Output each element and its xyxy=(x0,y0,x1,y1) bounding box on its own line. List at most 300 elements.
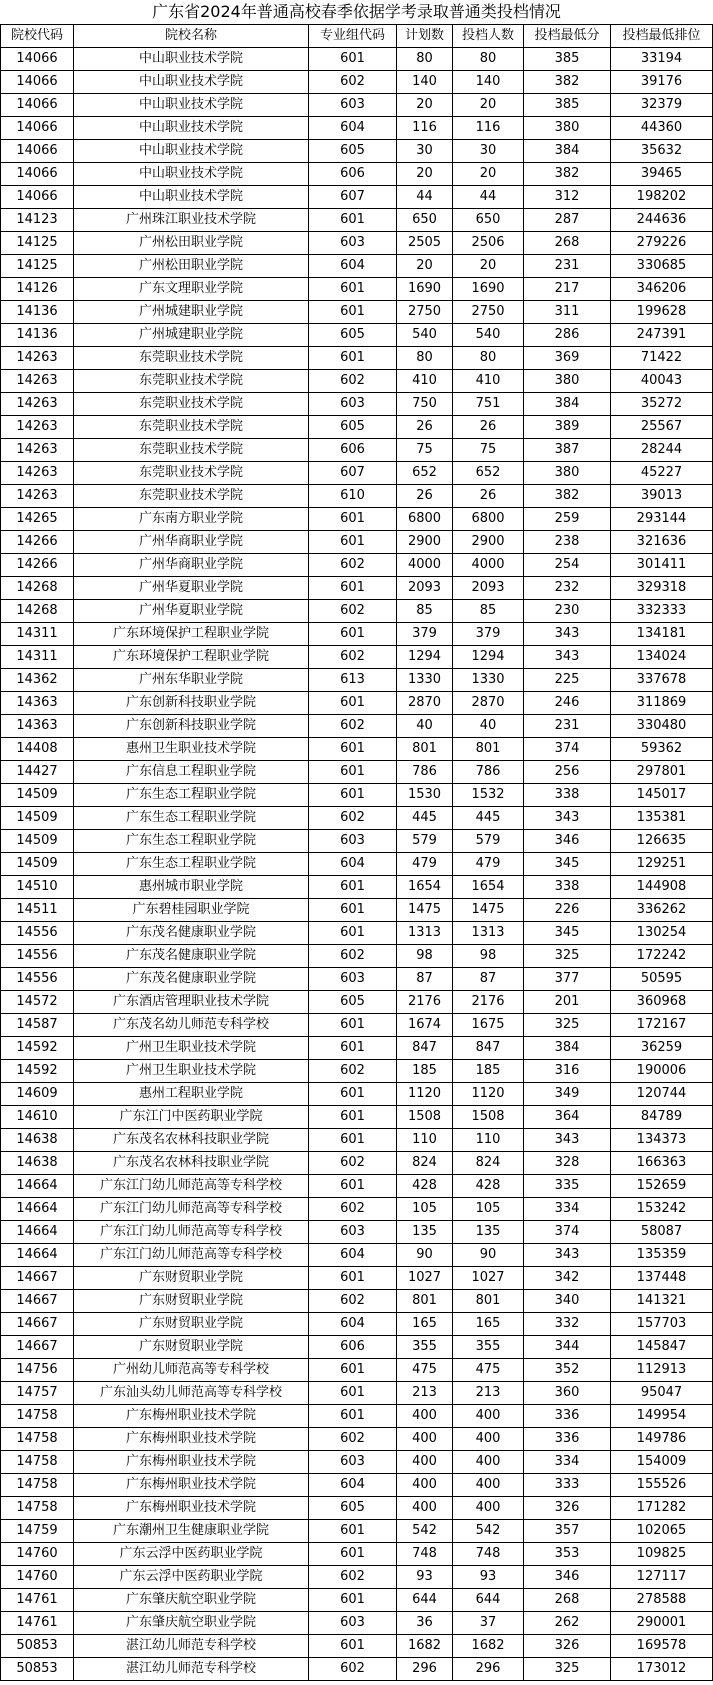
cell-group-code: 602 xyxy=(309,807,397,830)
cell-min-rank: 337678 xyxy=(611,669,713,692)
cell-plan-count: 801 xyxy=(397,738,453,761)
cell-school-code: 14609 xyxy=(1,1083,74,1106)
cell-admitted-count: 1120 xyxy=(453,1083,524,1106)
cell-plan-count: 116 xyxy=(397,117,453,140)
cell-plan-count: 400 xyxy=(397,1497,453,1520)
cell-min-score: 360 xyxy=(524,1382,611,1405)
cell-min-rank: 50595 xyxy=(611,968,713,991)
table-row xyxy=(1,278,713,301)
cell-admitted-count: 2870 xyxy=(453,692,524,715)
cell-plan-count: 786 xyxy=(397,761,453,784)
cell-group-code: 610 xyxy=(309,485,397,508)
table-row xyxy=(1,692,713,715)
cell-admitted-count: 1675 xyxy=(453,1014,524,1037)
cell-school-code: 14758 xyxy=(1,1428,74,1451)
cell-group-code: 601 xyxy=(309,48,397,71)
cell-plan-count: 542 xyxy=(397,1520,453,1543)
cell-school-name: 东莞职业技术学院 xyxy=(74,347,309,370)
table-row xyxy=(1,393,713,416)
cell-group-code: 602 xyxy=(309,715,397,738)
table-row xyxy=(1,462,713,485)
cell-group-code: 605 xyxy=(309,991,397,1014)
table-row xyxy=(1,623,713,646)
cell-school-code: 14556 xyxy=(1,968,74,991)
cell-min-rank: 330480 xyxy=(611,715,713,738)
cell-min-score: 334 xyxy=(524,1198,611,1221)
cell-plan-count: 748 xyxy=(397,1543,453,1566)
cell-min-score: 201 xyxy=(524,991,611,1014)
cell-min-score: 225 xyxy=(524,669,611,692)
cell-school-name: 广东肇庆航空职业学院 xyxy=(74,1589,309,1612)
cell-group-code: 601 xyxy=(309,876,397,899)
cell-plan-count: 2176 xyxy=(397,991,453,1014)
cell-group-code: 602 xyxy=(309,1060,397,1083)
cell-plan-count: 400 xyxy=(397,1405,453,1428)
table-row xyxy=(1,1543,713,1566)
cell-group-code: 607 xyxy=(309,462,397,485)
cell-school-name: 广东财贸职业学院 xyxy=(74,1290,309,1313)
cell-school-code: 14758 xyxy=(1,1497,74,1520)
cell-school-code: 14265 xyxy=(1,508,74,531)
cell-plan-count: 2750 xyxy=(397,301,453,324)
cell-min-score: 259 xyxy=(524,508,611,531)
cell-min-rank: 58087 xyxy=(611,1221,713,1244)
header-school-name: 院校名称 xyxy=(74,25,309,48)
cell-school-code: 14757 xyxy=(1,1382,74,1405)
cell-group-code: 601 xyxy=(309,301,397,324)
cell-school-name: 广州城建职业学院 xyxy=(74,324,309,347)
cell-min-score: 231 xyxy=(524,715,611,738)
cell-plan-count: 26 xyxy=(397,485,453,508)
cell-admitted-count: 2093 xyxy=(453,577,524,600)
cell-min-score: 338 xyxy=(524,876,611,899)
table-row xyxy=(1,1083,713,1106)
cell-group-code: 605 xyxy=(309,1497,397,1520)
cell-min-score: 311 xyxy=(524,301,611,324)
table-row xyxy=(1,186,713,209)
cell-plan-count: 110 xyxy=(397,1129,453,1152)
cell-admitted-count: 400 xyxy=(453,1405,524,1428)
cell-min-score: 343 xyxy=(524,1244,611,1267)
cell-min-rank: 120744 xyxy=(611,1083,713,1106)
cell-min-rank: 329318 xyxy=(611,577,713,600)
cell-school-code: 14758 xyxy=(1,1451,74,1474)
cell-school-code: 14263 xyxy=(1,485,74,508)
cell-school-name: 广东江门幼儿师范高等专科学校 xyxy=(74,1175,309,1198)
cell-admitted-count: 847 xyxy=(453,1037,524,1060)
cell-min-rank: 36259 xyxy=(611,1037,713,1060)
cell-min-rank: 152659 xyxy=(611,1175,713,1198)
cell-school-name: 广东信息工程职业学院 xyxy=(74,761,309,784)
cell-min-rank: 311869 xyxy=(611,692,713,715)
cell-min-rank: 244636 xyxy=(611,209,713,232)
cell-school-code: 14427 xyxy=(1,761,74,784)
cell-min-rank: 84789 xyxy=(611,1106,713,1129)
cell-school-name: 广东肇庆航空职业学院 xyxy=(74,1612,309,1635)
cell-school-name: 广州城建职业学院 xyxy=(74,301,309,324)
table-row xyxy=(1,1198,713,1221)
cell-group-code: 602 xyxy=(309,1566,397,1589)
cell-admitted-count: 428 xyxy=(453,1175,524,1198)
table-row xyxy=(1,1589,713,1612)
cell-admitted-count: 400 xyxy=(453,1497,524,1520)
cell-min-score: 325 xyxy=(524,1658,611,1681)
cell-admitted-count: 2506 xyxy=(453,232,524,255)
cell-plan-count: 44 xyxy=(397,186,453,209)
cell-school-code: 14572 xyxy=(1,991,74,1014)
table-row xyxy=(1,232,713,255)
cell-school-code: 14556 xyxy=(1,922,74,945)
cell-school-code: 14066 xyxy=(1,163,74,186)
cell-admitted-count: 1330 xyxy=(453,669,524,692)
table-row xyxy=(1,669,713,692)
cell-group-code: 601 xyxy=(309,623,397,646)
cell-school-name: 中山职业技术学院 xyxy=(74,48,309,71)
cell-school-code: 14592 xyxy=(1,1060,74,1083)
cell-admitted-count: 37 xyxy=(453,1612,524,1635)
cell-group-code: 601 xyxy=(309,209,397,232)
cell-group-code: 601 xyxy=(309,1129,397,1152)
cell-school-code: 14125 xyxy=(1,255,74,278)
cell-min-score: 332 xyxy=(524,1313,611,1336)
cell-admitted-count: 85 xyxy=(453,600,524,623)
cell-admitted-count: 748 xyxy=(453,1543,524,1566)
cell-min-score: 340 xyxy=(524,1290,611,1313)
cell-min-score: 345 xyxy=(524,853,611,876)
cell-plan-count: 30 xyxy=(397,140,453,163)
cell-school-code: 14664 xyxy=(1,1221,74,1244)
cell-school-code: 14760 xyxy=(1,1566,74,1589)
table-row xyxy=(1,1106,713,1129)
cell-school-name: 广州华商职业学院 xyxy=(74,554,309,577)
cell-min-rank: 134024 xyxy=(611,646,713,669)
cell-admitted-count: 20 xyxy=(453,94,524,117)
cell-school-code: 14758 xyxy=(1,1405,74,1428)
cell-min-score: 384 xyxy=(524,140,611,163)
cell-min-rank: 45227 xyxy=(611,462,713,485)
cell-min-rank: 32379 xyxy=(611,94,713,117)
cell-min-rank: 154009 xyxy=(611,1451,713,1474)
cell-school-code: 14761 xyxy=(1,1589,74,1612)
cell-min-score: 334 xyxy=(524,1451,611,1474)
cell-min-score: 353 xyxy=(524,1543,611,1566)
cell-min-rank: 39013 xyxy=(611,485,713,508)
cell-plan-count: 428 xyxy=(397,1175,453,1198)
page-title: 广东省2024年普通高校春季依据学考录取普通类投档情况 xyxy=(152,2,561,21)
cell-group-code: 603 xyxy=(309,1221,397,1244)
cell-group-code: 603 xyxy=(309,94,397,117)
cell-group-code: 601 xyxy=(309,899,397,922)
cell-admitted-count: 475 xyxy=(453,1359,524,1382)
cell-plan-count: 140 xyxy=(397,71,453,94)
cell-school-name: 中山职业技术学院 xyxy=(74,186,309,209)
cell-min-rank: 130254 xyxy=(611,922,713,945)
cell-min-score: 286 xyxy=(524,324,611,347)
cell-min-score: 346 xyxy=(524,830,611,853)
cell-admitted-count: 90 xyxy=(453,1244,524,1267)
cell-admitted-count: 140 xyxy=(453,71,524,94)
cell-school-code: 14509 xyxy=(1,784,74,807)
cell-admitted-count: 1532 xyxy=(453,784,524,807)
cell-admitted-count: 355 xyxy=(453,1336,524,1359)
cell-plan-count: 644 xyxy=(397,1589,453,1612)
cell-plan-count: 410 xyxy=(397,370,453,393)
cell-min-score: 238 xyxy=(524,531,611,554)
cell-school-name: 广州华商职业学院 xyxy=(74,531,309,554)
cell-school-name: 广州松田职业学院 xyxy=(74,255,309,278)
cell-school-name: 广东财贸职业学院 xyxy=(74,1267,309,1290)
cell-min-score: 262 xyxy=(524,1612,611,1635)
cell-group-code: 606 xyxy=(309,163,397,186)
cell-plan-count: 1120 xyxy=(397,1083,453,1106)
cell-min-rank: 336262 xyxy=(611,899,713,922)
cell-min-score: 369 xyxy=(524,347,611,370)
cell-plan-count: 80 xyxy=(397,48,453,71)
cell-group-code: 604 xyxy=(309,1474,397,1497)
table-row xyxy=(1,416,713,439)
cell-admitted-count: 296 xyxy=(453,1658,524,1681)
cell-min-rank: 247391 xyxy=(611,324,713,347)
cell-min-rank: 166363 xyxy=(611,1152,713,1175)
cell-admitted-count: 40 xyxy=(453,715,524,738)
cell-plan-count: 1330 xyxy=(397,669,453,692)
cell-admitted-count: 1027 xyxy=(453,1267,524,1290)
cell-school-code: 14066 xyxy=(1,186,74,209)
table-row xyxy=(1,1658,713,1681)
cell-plan-count: 1682 xyxy=(397,1635,453,1658)
cell-school-code: 14667 xyxy=(1,1290,74,1313)
cell-school-name: 广东创新科技职业学院 xyxy=(74,715,309,738)
cell-plan-count: 1475 xyxy=(397,899,453,922)
cell-min-score: 352 xyxy=(524,1359,611,1382)
cell-school-name: 东莞职业技术学院 xyxy=(74,439,309,462)
cell-group-code: 602 xyxy=(309,554,397,577)
cell-group-code: 601 xyxy=(309,1520,397,1543)
cell-plan-count: 400 xyxy=(397,1474,453,1497)
table-row xyxy=(1,1313,713,1336)
cell-group-code: 613 xyxy=(309,669,397,692)
cell-plan-count: 90 xyxy=(397,1244,453,1267)
cell-admitted-count: 1313 xyxy=(453,922,524,945)
cell-school-name: 广东茂名幼儿师范专科学校 xyxy=(74,1014,309,1037)
cell-min-rank: 141321 xyxy=(611,1290,713,1313)
cell-min-rank: 59362 xyxy=(611,738,713,761)
table-row xyxy=(1,1451,713,1474)
cell-group-code: 602 xyxy=(309,1198,397,1221)
table-row xyxy=(1,1129,713,1152)
table-body xyxy=(1,48,713,1681)
cell-school-name: 广东茂名健康职业学院 xyxy=(74,922,309,945)
cell-school-name: 广东生态工程职业学院 xyxy=(74,830,309,853)
cell-school-name: 广东茂名健康职业学院 xyxy=(74,968,309,991)
cell-group-code: 601 xyxy=(309,1405,397,1428)
cell-min-score: 385 xyxy=(524,48,611,71)
table-row xyxy=(1,761,713,784)
table-row xyxy=(1,784,713,807)
cell-admitted-count: 26 xyxy=(453,416,524,439)
table-row xyxy=(1,1359,713,1382)
cell-group-code: 601 xyxy=(309,692,397,715)
cell-school-code: 14263 xyxy=(1,370,74,393)
table-row xyxy=(1,48,713,71)
cell-school-name: 中山职业技术学院 xyxy=(74,71,309,94)
cell-min-rank: 35632 xyxy=(611,140,713,163)
cell-plan-count: 87 xyxy=(397,968,453,991)
cell-min-score: 380 xyxy=(524,462,611,485)
header-row xyxy=(1,25,713,48)
cell-min-rank: 330685 xyxy=(611,255,713,278)
cell-school-name: 广东创新科技职业学院 xyxy=(74,692,309,715)
cell-min-score: 338 xyxy=(524,784,611,807)
cell-admitted-count: 44 xyxy=(453,186,524,209)
cell-plan-count: 400 xyxy=(397,1451,453,1474)
cell-school-name: 广东潮州卫生健康职业学院 xyxy=(74,1520,309,1543)
cell-plan-count: 540 xyxy=(397,324,453,347)
cell-group-code: 601 xyxy=(309,1359,397,1382)
cell-min-rank: 126635 xyxy=(611,830,713,853)
cell-min-rank: 134181 xyxy=(611,623,713,646)
cell-min-score: 382 xyxy=(524,485,611,508)
cell-plan-count: 135 xyxy=(397,1221,453,1244)
cell-plan-count: 1027 xyxy=(397,1267,453,1290)
cell-plan-count: 2505 xyxy=(397,232,453,255)
cell-school-name: 广东财贸职业学院 xyxy=(74,1336,309,1359)
cell-group-code: 601 xyxy=(309,1382,397,1405)
cell-group-code: 602 xyxy=(309,1152,397,1175)
cell-admitted-count: 801 xyxy=(453,738,524,761)
cell-min-score: 226 xyxy=(524,899,611,922)
cell-school-code: 14556 xyxy=(1,945,74,968)
cell-admitted-count: 2750 xyxy=(453,301,524,324)
cell-group-code: 602 xyxy=(309,600,397,623)
cell-school-code: 14509 xyxy=(1,853,74,876)
table-row xyxy=(1,577,713,600)
cell-plan-count: 1294 xyxy=(397,646,453,669)
cell-group-code: 602 xyxy=(309,1290,397,1313)
cell-school-name: 东莞职业技术学院 xyxy=(74,393,309,416)
cell-school-name: 广东梅州职业技术学院 xyxy=(74,1405,309,1428)
cell-plan-count: 2870 xyxy=(397,692,453,715)
cell-admitted-count: 542 xyxy=(453,1520,524,1543)
cell-school-code: 14610 xyxy=(1,1106,74,1129)
cell-min-score: 268 xyxy=(524,232,611,255)
cell-plan-count: 355 xyxy=(397,1336,453,1359)
cell-admitted-count: 30 xyxy=(453,140,524,163)
cell-group-code: 601 xyxy=(309,347,397,370)
cell-min-score: 256 xyxy=(524,761,611,784)
cell-school-code: 14066 xyxy=(1,117,74,140)
cell-admitted-count: 400 xyxy=(453,1451,524,1474)
table-row xyxy=(1,715,713,738)
cell-min-score: 335 xyxy=(524,1175,611,1198)
cell-admitted-count: 165 xyxy=(453,1313,524,1336)
cell-school-code: 14759 xyxy=(1,1520,74,1543)
cell-group-code: 604 xyxy=(309,1244,397,1267)
cell-school-code: 14509 xyxy=(1,830,74,853)
cell-min-score: 325 xyxy=(524,945,611,968)
cell-admitted-count: 6800 xyxy=(453,508,524,531)
table-row xyxy=(1,991,713,1014)
cell-school-code: 14268 xyxy=(1,600,74,623)
cell-school-name: 东莞职业技术学院 xyxy=(74,485,309,508)
cell-school-name: 广东梅州职业技术学院 xyxy=(74,1428,309,1451)
cell-admitted-count: 801 xyxy=(453,1290,524,1313)
cell-min-score: 343 xyxy=(524,646,611,669)
cell-school-code: 14311 xyxy=(1,646,74,669)
cell-group-code: 602 xyxy=(309,71,397,94)
cell-admitted-count: 2900 xyxy=(453,531,524,554)
table-row xyxy=(1,1244,713,1267)
cell-school-code: 14756 xyxy=(1,1359,74,1382)
cell-school-code: 50853 xyxy=(1,1658,74,1681)
cell-admitted-count: 116 xyxy=(453,117,524,140)
cell-school-name: 广东梅州职业技术学院 xyxy=(74,1474,309,1497)
cell-min-rank: 169578 xyxy=(611,1635,713,1658)
cell-min-score: 377 xyxy=(524,968,611,991)
cell-school-name: 中山职业技术学院 xyxy=(74,117,309,140)
cell-school-code: 50853 xyxy=(1,1635,74,1658)
cell-admitted-count: 1690 xyxy=(453,278,524,301)
cell-plan-count: 445 xyxy=(397,807,453,830)
table-row xyxy=(1,830,713,853)
cell-admitted-count: 75 xyxy=(453,439,524,462)
cell-admitted-count: 479 xyxy=(453,853,524,876)
cell-admitted-count: 135 xyxy=(453,1221,524,1244)
cell-min-score: 316 xyxy=(524,1060,611,1083)
cell-group-code: 602 xyxy=(309,646,397,669)
cell-min-score: 384 xyxy=(524,1037,611,1060)
table-row xyxy=(1,531,713,554)
cell-min-rank: 134373 xyxy=(611,1129,713,1152)
cell-min-rank: 137448 xyxy=(611,1267,713,1290)
cell-group-code: 605 xyxy=(309,324,397,347)
header-admitted-count: 投档人数 xyxy=(453,25,524,48)
cell-min-rank: 172242 xyxy=(611,945,713,968)
cell-school-code: 14509 xyxy=(1,807,74,830)
cell-school-code: 14126 xyxy=(1,278,74,301)
table-row xyxy=(1,94,713,117)
cell-school-name: 广州华夏职业学院 xyxy=(74,600,309,623)
cell-plan-count: 4000 xyxy=(397,554,453,577)
cell-min-score: 346 xyxy=(524,1566,611,1589)
cell-admitted-count: 110 xyxy=(453,1129,524,1152)
cell-school-name: 广东碧桂园职业学院 xyxy=(74,899,309,922)
cell-plan-count: 80 xyxy=(397,347,453,370)
cell-plan-count: 20 xyxy=(397,163,453,186)
cell-school-name: 中山职业技术学院 xyxy=(74,140,309,163)
cell-min-rank: 360968 xyxy=(611,991,713,1014)
table-row xyxy=(1,945,713,968)
table-row xyxy=(1,968,713,991)
table-row xyxy=(1,1612,713,1635)
cell-group-code: 603 xyxy=(309,393,397,416)
cell-school-name: 东莞职业技术学院 xyxy=(74,416,309,439)
cell-admitted-count: 4000 xyxy=(453,554,524,577)
cell-min-score: 343 xyxy=(524,807,611,830)
cell-school-code: 14362 xyxy=(1,669,74,692)
cell-plan-count: 652 xyxy=(397,462,453,485)
cell-school-code: 14263 xyxy=(1,439,74,462)
table-row xyxy=(1,370,713,393)
cell-group-code: 606 xyxy=(309,439,397,462)
cell-min-score: 387 xyxy=(524,439,611,462)
cell-school-code: 14136 xyxy=(1,301,74,324)
cell-school-code: 14263 xyxy=(1,462,74,485)
cell-school-code: 14664 xyxy=(1,1175,74,1198)
cell-school-name: 广东财贸职业学院 xyxy=(74,1313,309,1336)
cell-group-code: 604 xyxy=(309,117,397,140)
cell-plan-count: 20 xyxy=(397,255,453,278)
